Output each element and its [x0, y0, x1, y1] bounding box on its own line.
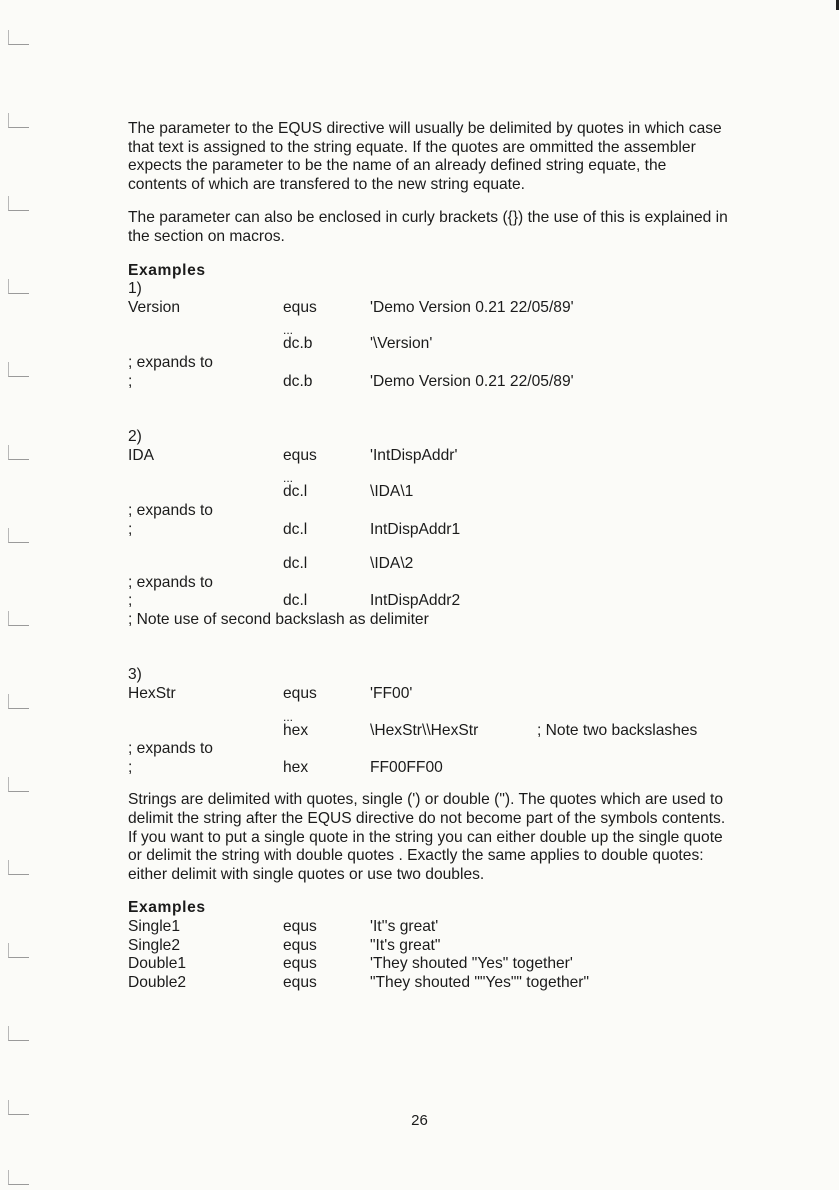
ellipsis: ...: [283, 709, 294, 724]
binding-mark: [8, 528, 29, 543]
code-line: ; dc.l IntDispAddr1: [128, 520, 461, 538]
paragraph-equs-parameter: The parameter to the EQUS directive will usually be delimited by quotes in which case that text is assigned to the string equate. If the quotes are ommitted the assembler expects the parameter to be the name of an already defined string equate, the contents of which are transfered to the new string equate.: [128, 120, 722, 193]
page-content: [128, 120, 728, 992]
binding-mark: [8, 196, 29, 211]
code-line: Single1 equs 'It''s great': [128, 918, 439, 935]
code-line: HexStr equs 'FF00': [128, 685, 413, 703]
code-line: Double1 equs 'They shouted "Yes" together': [128, 955, 573, 973]
binding-mark: [8, 860, 29, 875]
binding-mark: [8, 943, 29, 958]
code-comment: ; expands to: [128, 353, 213, 371]
binding-mark: [8, 362, 29, 377]
binding-mark: [8, 113, 29, 128]
code-line: hex \HexStr\\HexStr ; Note two backslashes: [283, 721, 698, 739]
examples-heading: Examples: [128, 899, 206, 917]
code-line: Double2 equs "They shouted ""Yes"" together": [128, 973, 590, 991]
code-line: ; hex FF00FF00: [128, 758, 443, 776]
code-comment: ; Note use of second backslash as delimiter: [128, 610, 429, 628]
page-number: 26: [411, 1112, 428, 1129]
binding-margin: [0, 0, 40, 1190]
example-number: 3): [128, 666, 142, 684]
code-line: dc.b '\Version': [283, 335, 433, 353]
code-line: Version equs 'Demo Version 0.21 22/05/89': [128, 298, 574, 316]
code-line: ; dc.l IntDispAddr2: [128, 592, 461, 610]
code-line: dc.l \IDA\1: [283, 483, 414, 501]
example-number: 1): [128, 280, 142, 298]
ellipsis: ...: [283, 323, 294, 338]
binding-mark: [8, 30, 29, 45]
ellipsis: ...: [283, 471, 294, 486]
binding-mark: [8, 1026, 29, 1041]
example-number: 2): [128, 428, 142, 446]
binding-mark: [8, 611, 29, 626]
code-line: IDA equs 'IntDispAddr': [128, 446, 458, 464]
code-line: dc.l \IDA\2: [283, 555, 414, 573]
code-line: ; dc.b 'Demo Version 0.21 22/05/89': [128, 372, 574, 390]
examples-heading: Examples: [128, 261, 206, 279]
binding-mark: [8, 445, 29, 460]
code-comment: ; expands to: [128, 573, 213, 591]
paragraph-string-quotes: Strings are delimited with quotes, single (') or double ("). The quotes which are used to delimit the string after the EQUS directive do not become part of the symbols contents. If you want to put a single quote in the string you can either double up the single quote or delimit the string with double quotes . Exactly the same applies to double quotes: either delimit with single quotes or use two doubles.: [128, 791, 726, 883]
code-comment: ; expands to: [128, 740, 213, 758]
binding-mark: [8, 694, 29, 709]
paragraph-curly-brackets: The parameter can also be enclosed in curly brackets ({}) the use of this is explained in the section on macros.: [128, 209, 728, 245]
binding-mark: [8, 1170, 29, 1185]
code-comment: ; expands to: [128, 501, 213, 519]
code-line: Single2 equs "It's great": [128, 936, 441, 954]
binding-mark: [8, 279, 29, 294]
binding-mark: [8, 777, 29, 792]
